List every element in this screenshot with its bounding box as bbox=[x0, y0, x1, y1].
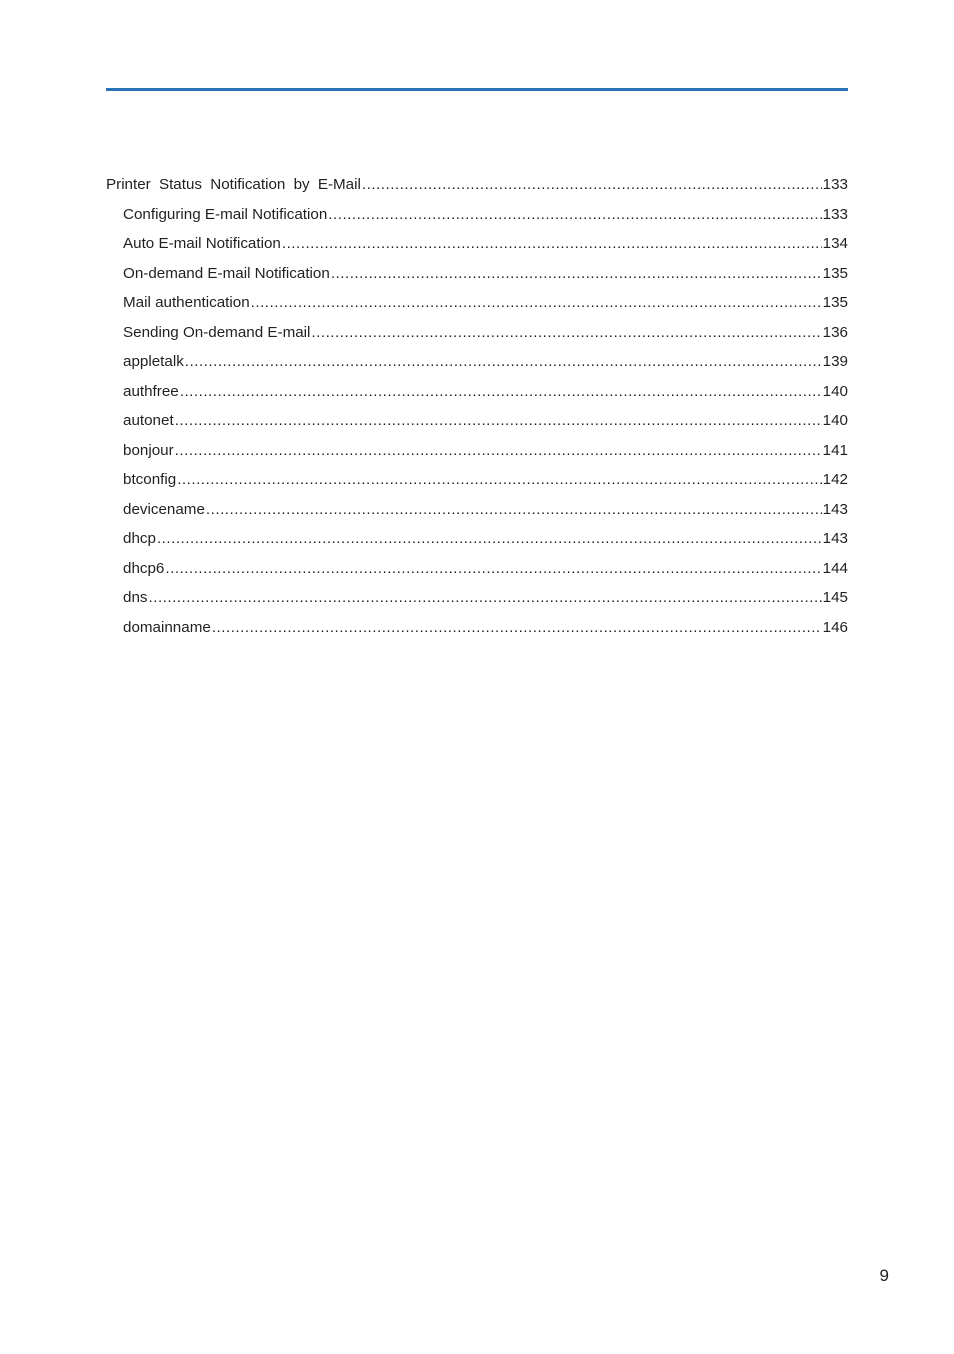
toc-entry[interactable] bbox=[106, 288, 848, 318]
toc-entry-title: Sending On-demand E-mail bbox=[123, 323, 311, 341]
dot-leader bbox=[165, 554, 821, 584]
toc-entry[interactable] bbox=[106, 465, 848, 495]
toc-entry-page: 142 bbox=[822, 471, 848, 488]
toc-entry-page: 133 bbox=[822, 205, 848, 223]
toc-entry-title: On-demand E-mail Notification bbox=[123, 264, 330, 282]
toc-entry-title: appletalk bbox=[123, 353, 184, 370]
toc-entry-title: Auto E-mail Notification bbox=[123, 235, 281, 252]
toc-entry-page: 143 bbox=[822, 500, 848, 518]
toc-entry[interactable] bbox=[106, 347, 848, 377]
toc-entry-page: 145 bbox=[822, 589, 848, 606]
toc-entry-title: btconfig bbox=[123, 471, 177, 488]
toc-entry-page: 140 bbox=[822, 412, 848, 429]
dot-leader bbox=[177, 465, 821, 495]
toc-entry-title: dns bbox=[123, 589, 148, 606]
toc-entry-page: 139 bbox=[822, 353, 848, 370]
dot-leader bbox=[282, 229, 822, 259]
table-of-contents bbox=[106, 170, 848, 642]
dot-leader bbox=[212, 613, 822, 643]
header-rule bbox=[106, 88, 848, 91]
toc-entry[interactable] bbox=[106, 259, 848, 289]
toc-entry-page: 143 bbox=[822, 530, 848, 547]
toc-entry[interactable] bbox=[106, 436, 848, 466]
dot-leader bbox=[251, 288, 822, 318]
toc-entry[interactable] bbox=[106, 495, 848, 525]
toc-entry-title: Configuring E-mail Notification bbox=[123, 205, 328, 223]
toc-entry-title: Printer Status Notification by E-Mail bbox=[106, 176, 361, 193]
toc-entry-page: 135 bbox=[822, 264, 848, 282]
toc-entry-page: 134 bbox=[822, 235, 848, 252]
toc-entry-page: 144 bbox=[822, 559, 848, 577]
toc-entry-page: 146 bbox=[822, 618, 848, 636]
toc-entry[interactable] bbox=[106, 318, 848, 348]
toc-entry-title: dhcp bbox=[123, 530, 156, 547]
toc-entry[interactable] bbox=[106, 583, 848, 613]
toc-entry-page: 141 bbox=[822, 441, 848, 459]
dot-leader bbox=[175, 406, 822, 436]
toc-entry[interactable] bbox=[106, 377, 848, 407]
toc-entry-page: 136 bbox=[822, 323, 848, 341]
toc-entry[interactable] bbox=[106, 554, 848, 584]
toc-entry[interactable] bbox=[106, 170, 848, 200]
dot-leader bbox=[311, 318, 821, 348]
dot-leader bbox=[328, 200, 821, 230]
toc-entry-page: 135 bbox=[822, 294, 848, 311]
page-number: 9 bbox=[879, 1266, 889, 1285]
dot-leader bbox=[149, 583, 822, 613]
dot-leader bbox=[175, 436, 822, 466]
toc-entry-title: authfree bbox=[123, 382, 179, 400]
toc-entry[interactable] bbox=[106, 524, 848, 554]
toc-entry-title: dhcp6 bbox=[123, 559, 165, 577]
toc-entry-title: Mail authentication bbox=[123, 294, 250, 311]
dot-leader bbox=[185, 347, 822, 377]
toc-entry-title: domainname bbox=[123, 618, 211, 636]
dot-leader bbox=[362, 170, 822, 200]
toc-entry-title: autonet bbox=[123, 412, 174, 429]
toc-entry-page: 133 bbox=[822, 176, 848, 193]
dot-leader bbox=[206, 495, 822, 525]
toc-entry[interactable] bbox=[106, 229, 848, 259]
toc-entry-page: 140 bbox=[822, 382, 848, 400]
toc-entry-title: devicename bbox=[123, 500, 205, 518]
toc-entry-title: bonjour bbox=[123, 441, 174, 459]
dot-leader bbox=[331, 259, 822, 289]
toc-entry[interactable] bbox=[106, 613, 848, 643]
toc-entry[interactable] bbox=[106, 406, 848, 436]
toc-entry[interactable] bbox=[106, 200, 848, 230]
dot-leader bbox=[157, 524, 822, 554]
dot-leader bbox=[180, 377, 822, 407]
